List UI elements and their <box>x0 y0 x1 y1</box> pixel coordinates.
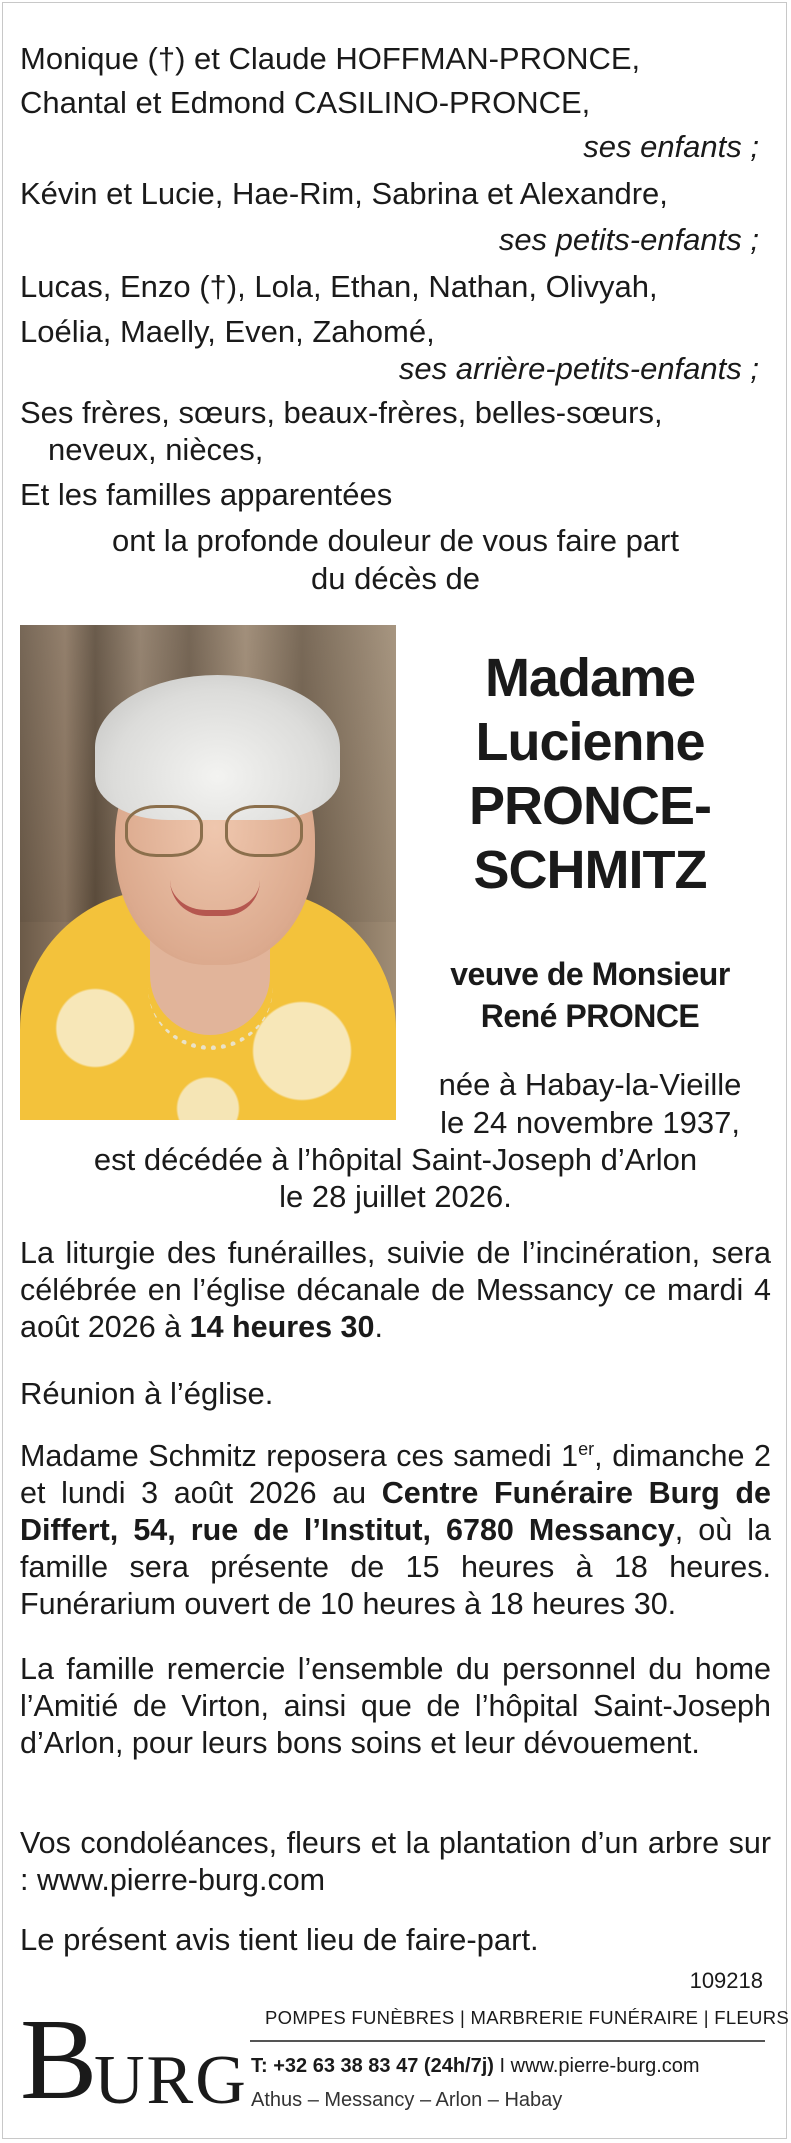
family-line-3: Kévin et Lucie, Hae-Rim, Sabrina et Alexandre, <box>20 176 668 211</box>
liturgy-paragraph: La liturgie des funérailles, suivie de l’incinération, sera célébrée en l’église décanale de Messancy ce mardi 4 août 2026 à 14 heures 30. <box>20 1236 771 1344</box>
family-line-6: Ses frères, sœurs, beaux-frères, belles-sœurs, <box>20 395 663 430</box>
deceased-first-name: Lucienne <box>475 712 705 772</box>
birth-date: le 24 novembre 1937, <box>440 1105 740 1140</box>
condolences-paragraph: Vos condoléances, fleurs et la plantation d’un arbre sur : www.pierre-burg.com <box>20 1826 771 1897</box>
children-label: ses enfants ; <box>583 129 759 164</box>
announcement-line-2: du décès de <box>311 561 480 596</box>
portrait-photo <box>20 625 396 1120</box>
burg-logo: B URG <box>20 1996 248 2124</box>
great-grandchildren-label: ses arrière-petits-enfants ; <box>398 351 759 386</box>
family-line-2: Chantal et Edmond CASILINO-PRONCE, <box>20 85 591 120</box>
family-line-1: Monique (†) et Claude HOFFMAN-PRONCE, <box>20 41 641 76</box>
widow-line-1: veuve de Monsieur <box>450 956 730 992</box>
company-tagline: POMPES FUNÈBRES | MARBRERIE FUNÉRAIRE | FLEURS <box>265 2007 790 2028</box>
death-place: est décédée à l’hôpital Saint-Joseph d’Arlon <box>93 1142 698 1177</box>
family-line-8: Et les familles apparentées <box>20 477 393 512</box>
grandchildren-label: ses petits-enfants ; <box>498 222 759 257</box>
notice-text: Le présent avis tient lieu de faire-part. <box>20 1922 539 1957</box>
thanks-paragraph: La famille remercie l’ensemble du personnel du home l’Amitié de Virton, ainsi que de l’hôpital Saint-Joseph d’Arlon, pour leurs bons soins et leur dévouement. <box>20 1652 771 1760</box>
footer-contact: T: +32 63 38 83 47 (24h/7j) I www.pierre-burg.com <box>251 2055 700 2077</box>
birth-place: née à Habay-la-Vieille <box>438 1067 742 1102</box>
footer-towns: Athus – Messancy – Arlon – Habay <box>251 2089 563 2111</box>
deceased-title: Madame <box>484 648 696 708</box>
announcement-line: ont la profonde douleur de vous faire part <box>112 523 679 558</box>
website-link[interactable]: www.pierre-burg.com <box>510 2055 700 2077</box>
family-line-4: Lucas, Enzo (†), Lola, Ethan, Nathan, Olivyah, <box>20 269 658 304</box>
reunion-text: Réunion à l’église. <box>20 1376 274 1411</box>
deceased-last-name-1: PRONCE- <box>468 776 711 836</box>
widow-line-2: René PRONCE <box>480 998 700 1034</box>
wake-paragraph: Madame Schmitz reposera ces samedi 1er, dimanche 2 et lundi 3 août 2026 au Centre Funéraire Burg de Differt, 54, rue de l’Institut, 6780 Messancy, où la famille sera présente de 15 heures à 18 heures. Funérarium ouvert de 10 heures à 18 heures 30. <box>20 1438 771 1621</box>
family-line-7: neveux, nièces, <box>48 432 264 467</box>
reference-number: 109218 <box>689 1968 763 1993</box>
death-date: le 28 juillet 2026. <box>279 1179 512 1214</box>
family-line-5: Loélia, Maelly, Even, Zahomé, <box>20 314 435 349</box>
deceased-last-name-2: SCHMITZ <box>473 840 707 900</box>
footer-divider <box>250 2040 765 2042</box>
